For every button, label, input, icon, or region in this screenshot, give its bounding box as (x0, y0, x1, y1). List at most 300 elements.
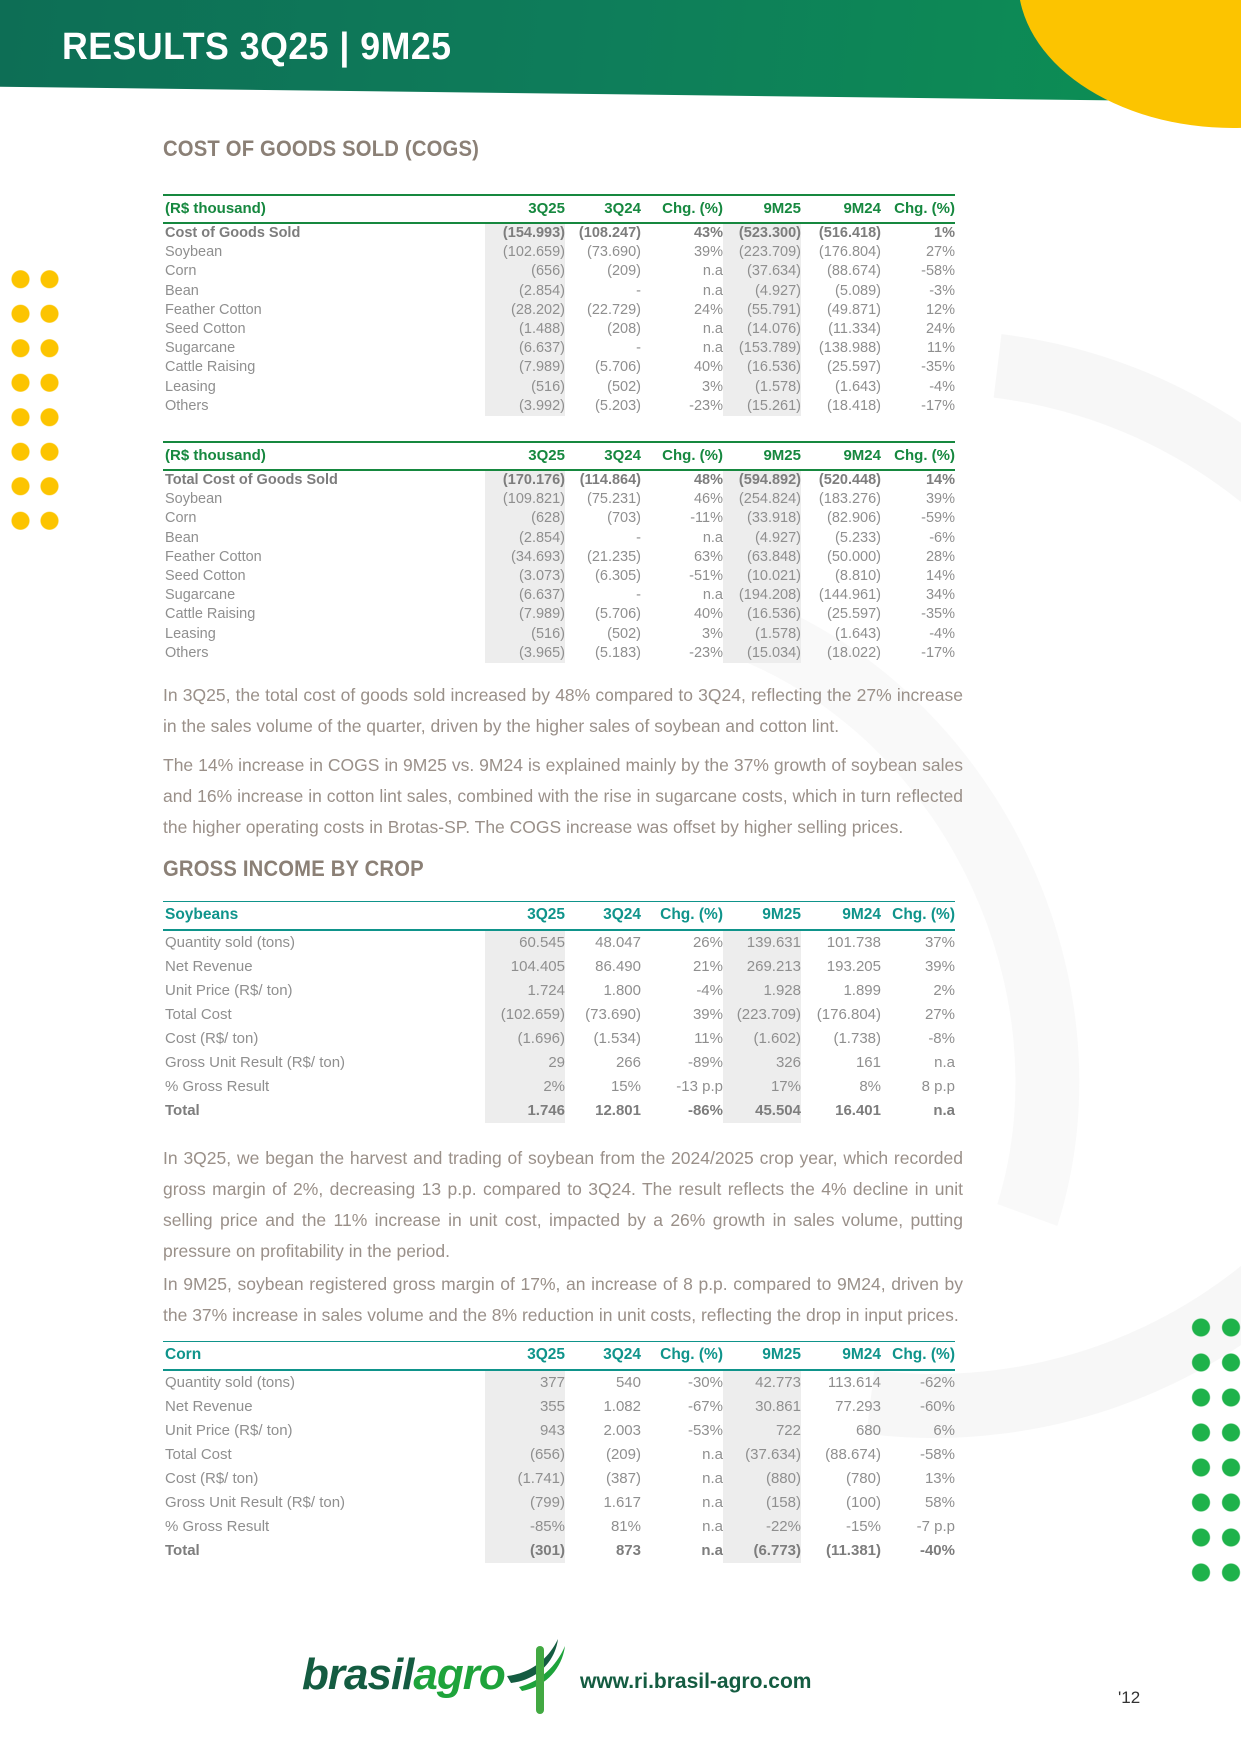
table-row (163, 1467, 955, 1491)
cell: (144.961) (818, 587, 881, 604)
cell: 39% (692, 1006, 723, 1023)
cell: (502) (607, 378, 641, 395)
cell: 2.003 (603, 1422, 641, 1439)
cell: (153.789) (723, 339, 801, 358)
cell: (4.927) (723, 529, 801, 548)
cell: 161 (855, 1054, 881, 1071)
cell: (73.690) (586, 244, 641, 261)
cell: 46% (693, 491, 723, 508)
row-label: Seed Cotton (165, 568, 246, 585)
cell: 58% (924, 1494, 955, 1511)
table-row (163, 605, 955, 624)
cell: - (636, 529, 641, 546)
cell: (22.729) (586, 301, 641, 318)
cell: (502) (607, 625, 641, 642)
table-row (163, 339, 955, 358)
cell: 63% (693, 548, 723, 565)
row-label: Quantity sold (tons) (165, 934, 296, 951)
column-header: 9M24 (801, 1342, 881, 1371)
cell: (520.448) (818, 472, 881, 488)
cell: 14% (925, 568, 955, 585)
cell: 1.082 (603, 1398, 641, 1415)
cell: (5.183) (595, 644, 641, 661)
cell: (16.536) (723, 358, 801, 377)
row-label: Bean (165, 282, 199, 299)
table-label-header: (R$ thousand) (163, 195, 485, 223)
cell: n.a (702, 282, 723, 299)
cell: (28.202) (485, 301, 565, 320)
column-header: 3Q24 (565, 442, 641, 470)
row-label: Total (165, 1102, 200, 1119)
cell: (516) (485, 625, 565, 644)
cogs-paragraph-1: In 3Q25, the total cost of goods sold increased by 48% compared to 3Q24, reflecting the 27% increase in the sales volume of the quarter, driven by the higher sales of soybean and cotton lint. (163, 685, 963, 736)
cell: (10.021) (723, 567, 801, 586)
cell: 28% (925, 548, 955, 565)
cell: 13% (924, 1470, 955, 1487)
investor-relations-url[interactable]: www.ri.brasil-agro.com (580, 1670, 812, 1693)
table-row (163, 1539, 955, 1563)
table-row (163, 1395, 955, 1419)
cell: (223.709) (723, 243, 801, 262)
table-row (163, 1003, 955, 1027)
logo-swoosh-icon (503, 1636, 567, 1699)
table-header-row (163, 442, 955, 470)
cell: (7.989) (485, 605, 565, 624)
cell: -30% (687, 1374, 723, 1391)
cell: (223.709) (723, 1003, 801, 1027)
cell: -15% (845, 1518, 881, 1535)
cell: 8 p.p (921, 1078, 955, 1095)
cell: (5.203) (595, 397, 641, 414)
cell: -62% (919, 1374, 955, 1391)
cell: 722 (723, 1419, 801, 1443)
cell: (656) (485, 1443, 565, 1467)
footer-divider-bar (536, 1646, 544, 1714)
cell: (176.804) (816, 1006, 881, 1023)
cell: -23% (689, 644, 723, 661)
row-label: Corn (165, 263, 197, 280)
cell: -60% (919, 1398, 955, 1415)
cell: 48% (693, 472, 723, 488)
table-row (163, 397, 955, 416)
cell: 42.773 (723, 1370, 801, 1395)
cell: n.a (702, 1494, 723, 1511)
cell: (780) (845, 1470, 881, 1487)
cell: (387) (605, 1470, 641, 1487)
cell: -4% (929, 625, 955, 642)
column-header: Chg. (%) (881, 442, 955, 470)
cell: 45.504 (723, 1099, 801, 1123)
column-header: Chg. (%) (641, 902, 723, 931)
cell: (799) (485, 1491, 565, 1515)
column-header: 3Q25 (485, 195, 565, 223)
cell: (108.247) (578, 225, 641, 241)
column-header: Chg. (%) (641, 1342, 723, 1371)
cell: (15.034) (723, 644, 801, 663)
column-header: 9M24 (801, 195, 881, 223)
cell: 266 (615, 1054, 641, 1071)
cell: 40% (693, 359, 723, 376)
gross-income-section-heading: GROSS INCOME BY CROP (163, 856, 424, 881)
cell: - (636, 282, 641, 299)
cell: (703) (607, 510, 641, 527)
cell: (656) (485, 262, 565, 281)
cell: -8% (928, 1030, 955, 1047)
row-label: Seed Cotton (165, 321, 246, 338)
cell: 37% (924, 934, 955, 951)
cell: (880) (723, 1467, 801, 1491)
cell: n.a (702, 1470, 723, 1487)
column-header: 3Q25 (485, 1342, 565, 1371)
cell: 1% (934, 225, 955, 241)
table-row (163, 301, 955, 320)
row-label: Total Cost (165, 1446, 232, 1463)
cell: 81% (610, 1518, 641, 1535)
cell: 377 (485, 1370, 565, 1395)
cell: 3% (702, 378, 723, 395)
cell: 1.899 (843, 982, 881, 999)
cell: 29 (485, 1051, 565, 1075)
row-label: Quantity sold (tons) (165, 1374, 296, 1391)
column-header: Chg. (%) (641, 195, 723, 223)
cell: (15.261) (723, 397, 801, 416)
cell: 17% (723, 1075, 801, 1099)
cell: 2% (485, 1075, 565, 1099)
logo-text-brasil: brasil (302, 1649, 414, 1699)
cell: -7 p.p (916, 1518, 955, 1535)
cell: 27% (925, 244, 955, 261)
table-label-header: (R$ thousand) (163, 442, 485, 470)
cell: 540 (615, 1374, 641, 1391)
row-label: Cost of Goods Sold (165, 225, 301, 241)
row-label: Total Cost (165, 1006, 232, 1023)
cell: 48.047 (595, 934, 641, 951)
cell: -59% (921, 510, 955, 527)
row-label: Others (165, 644, 209, 661)
row-label: Sugarcane (165, 587, 236, 604)
cell: 24% (693, 301, 723, 318)
cell: -51% (689, 568, 723, 585)
cell: -13 p.p (676, 1078, 723, 1095)
cell: (6.637) (485, 339, 565, 358)
column-header: Chg. (%) (881, 902, 955, 931)
table-row (163, 567, 955, 586)
cell: (1.696) (485, 1027, 565, 1051)
cell: (63.848) (723, 548, 801, 567)
cell: (55.791) (723, 301, 801, 320)
cell: (100) (845, 1494, 881, 1511)
cell: (523.300) (723, 223, 801, 243)
cell: (3.992) (485, 397, 565, 416)
table-row (163, 548, 955, 567)
cell: (5.233) (835, 529, 881, 546)
cell: n.a (702, 321, 723, 338)
cell: (18.418) (826, 397, 881, 414)
row-label: Others (165, 397, 209, 414)
row-label: Sugarcane (165, 340, 236, 357)
cell: -23% (689, 397, 723, 414)
cell: (1.738) (833, 1030, 881, 1047)
cell: 43% (693, 225, 723, 241)
cell: 40% (693, 606, 723, 623)
table-row (163, 1027, 955, 1051)
table-row (163, 1443, 955, 1467)
cell: (16.536) (723, 605, 801, 624)
table-row (163, 1515, 955, 1539)
cell: (75.231) (586, 491, 641, 508)
cell: (1.643) (835, 625, 881, 642)
cell: (209) (605, 1446, 641, 1463)
row-label: Net Revenue (165, 958, 253, 975)
brasilagro-logo (302, 1650, 567, 1699)
cell: 26% (692, 934, 723, 951)
cell: 101.738 (826, 934, 881, 951)
cell: (33.918) (723, 509, 801, 528)
cell: -3% (929, 282, 955, 299)
cell: 12.801 (595, 1102, 641, 1119)
cogs-breakdown-table (163, 194, 955, 416)
cell: 1.724 (485, 979, 565, 1003)
cell: (4.927) (723, 282, 801, 301)
cell: (301) (485, 1539, 565, 1563)
soybeans-paragraph-1: In 3Q25, we began the harvest and trading of soybean from the 2024/2025 crop year, which recorded gross margin of 2%, decreasing 13 p.p. compared to 3Q24. The result reflects the 4% decline in unit selling price and the 11% increase in unit cost, impacted by a 26% growth in sales volume, putting pressure on profitability in the period. (163, 1148, 963, 1261)
row-label: Cattle Raising (165, 359, 256, 376)
cell: 104.405 (485, 955, 565, 979)
row-label: Leasing (165, 625, 216, 642)
cell: (2.854) (485, 282, 565, 301)
cell: (158) (723, 1491, 801, 1515)
cell: (50.000) (826, 548, 881, 565)
cell: 680 (855, 1422, 881, 1439)
table-header-row (163, 195, 955, 223)
logo-text-agro: agro (413, 1649, 505, 1699)
table-row (163, 470, 955, 490)
logo-text (302, 1649, 505, 1699)
cell: 1.800 (603, 982, 641, 999)
table-label-header: Corn (163, 1342, 485, 1371)
cell: -17% (921, 644, 955, 661)
corn-table (163, 1341, 955, 1563)
cell: 11% (927, 340, 955, 357)
cell: 77.293 (835, 1398, 881, 1415)
cell: 3% (702, 625, 723, 642)
cell: -58% (919, 1446, 955, 1463)
cell: n.a (934, 1054, 955, 1071)
cell: (209) (607, 263, 641, 280)
cogs-section-heading: COST OF GOODS SOLD (COGS) (163, 136, 480, 161)
cell: 24% (925, 321, 955, 338)
yellow-dots-decoration (6, 262, 64, 538)
cell: (21.235) (586, 548, 641, 565)
cell: 16.401 (835, 1102, 881, 1119)
cell: 14% (925, 472, 955, 488)
cell: 326 (723, 1051, 801, 1075)
cell: 139.631 (723, 930, 801, 955)
table-row (163, 262, 955, 281)
cell: -58% (921, 263, 955, 280)
cell: (8.810) (835, 568, 881, 585)
cell: -40% (919, 1542, 955, 1559)
cell: -67% (687, 1398, 723, 1415)
column-header: 3Q24 (565, 1342, 641, 1371)
soybeans-paragraph-2: In 9M25, soybean registered gross margin of 17%, an increase of 8 p.p. compared to 9M24, driven by the 37% increase in sales volume and the 8% reduction in unit costs, reflecting the drop in input prices. (163, 1274, 963, 1325)
table-row (163, 1491, 955, 1515)
cell: n.a (702, 587, 723, 604)
cell: -89% (687, 1054, 723, 1071)
cell: -35% (921, 359, 955, 376)
cell: - (636, 340, 641, 357)
table-row (163, 243, 955, 262)
cell: 269.213 (723, 955, 801, 979)
row-label: Cost (R$/ ton) (165, 1030, 259, 1047)
cell: 2% (933, 982, 955, 999)
column-header: Chg. (%) (881, 1342, 955, 1371)
table-row (163, 1419, 955, 1443)
cell: 873 (615, 1542, 641, 1559)
table-row (163, 625, 955, 644)
row-label: Gross Unit Result (R$/ ton) (165, 1054, 346, 1071)
cell: 1.928 (723, 979, 801, 1003)
cell: 6% (933, 1422, 955, 1439)
cell: n.a (702, 529, 723, 546)
cell: -6% (929, 529, 955, 546)
cell: (1.602) (723, 1027, 801, 1051)
cell: - (636, 587, 641, 604)
row-label: Feather Cotton (165, 301, 262, 318)
row-label: Unit Price (R$/ ton) (165, 982, 293, 999)
cell: (1.643) (835, 378, 881, 395)
table-header-row (163, 1342, 955, 1371)
soybeans-table (163, 901, 955, 1123)
table-label-header: Soybeans (163, 902, 485, 931)
cell: n.a (702, 1518, 723, 1535)
cell: (254.824) (723, 490, 801, 509)
cell: -17% (921, 397, 955, 414)
cell: 39% (924, 958, 955, 975)
cell: (594.892) (723, 470, 801, 490)
cell: 39% (925, 491, 955, 508)
cell: 1.746 (485, 1099, 565, 1123)
cell: (73.690) (585, 1006, 641, 1023)
table-row (163, 1099, 955, 1123)
cell: n.a (701, 1542, 723, 1559)
row-label: Soybean (165, 244, 223, 261)
cell: (2.854) (485, 529, 565, 548)
cell: -22% (723, 1515, 801, 1539)
table-row (163, 1075, 955, 1099)
cell: (114.864) (579, 472, 641, 488)
row-label: Net Revenue (165, 1398, 253, 1415)
row-label: Gross Unit Result (R$/ ton) (165, 1494, 346, 1511)
cell: (138.988) (818, 340, 881, 357)
table-row (163, 378, 955, 397)
column-header: Chg. (%) (641, 442, 723, 470)
cell: (11.334) (828, 321, 881, 338)
column-header: 9M25 (723, 442, 801, 470)
cell: (516.418) (818, 225, 881, 241)
cell: 39% (693, 244, 723, 261)
cell: 355 (485, 1395, 565, 1419)
cell: (1.578) (723, 378, 801, 397)
table-row (163, 979, 955, 1003)
column-header: 9M25 (723, 195, 801, 223)
cell: (5.706) (595, 606, 641, 623)
cell: (25.597) (826, 359, 881, 376)
cell: (1.578) (723, 625, 801, 644)
cell: -4% (929, 378, 955, 395)
table-row (163, 586, 955, 605)
column-header: 3Q24 (565, 195, 641, 223)
row-label: Feather Cotton (165, 548, 262, 565)
row-label: Corn (165, 510, 197, 527)
cell: (49.871) (826, 301, 881, 318)
cell: (88.674) (826, 263, 881, 280)
cell: (516) (485, 378, 565, 397)
cell: (82.906) (826, 510, 881, 527)
cell: -35% (921, 606, 955, 623)
cell: 34% (925, 587, 955, 604)
cell: (6.773) (723, 1539, 801, 1563)
cell: (6.637) (485, 586, 565, 605)
cell: -53% (687, 1422, 723, 1439)
cell: (3.073) (485, 567, 565, 586)
cell: (208) (607, 321, 641, 338)
row-label: Soybean (165, 491, 223, 508)
cell: n.a (702, 1446, 723, 1463)
row-label: Total (165, 1542, 200, 1559)
cell: (34.693) (485, 548, 565, 567)
column-header: 9M24 (801, 902, 881, 931)
cell: (176.804) (818, 244, 881, 261)
table-row (163, 358, 955, 377)
cell: (109.821) (485, 490, 565, 509)
cell: (3.965) (485, 644, 565, 663)
row-label: Total Cost of Goods Sold (165, 472, 338, 488)
page-number: '12 (1118, 1688, 1141, 1707)
column-header: 9M25 (723, 1342, 801, 1371)
column-header: 9M24 (801, 442, 881, 470)
cell: 30.861 (723, 1395, 801, 1419)
table-row (163, 529, 955, 548)
row-label: % Gross Result (165, 1518, 270, 1535)
cell: -4% (696, 982, 723, 999)
cell: (5.706) (595, 359, 641, 376)
cell: (25.597) (826, 606, 881, 623)
row-label: Cattle Raising (165, 606, 256, 623)
table-row (163, 1370, 955, 1395)
cell: (154.993) (485, 223, 565, 243)
column-header: 3Q25 (485, 442, 565, 470)
cell: (183.276) (818, 491, 881, 508)
cell: (11.381) (825, 1542, 881, 1559)
cogs-paragraph-2: The 14% increase in COGS in 9M25 vs. 9M24 is explained mainly by the 37% growth of soybean sales and 16% increase in cotton lint sales, combined with the rise in sugarcane costs, which in turn reflected the higher operating costs in Brotas-SP. The COGS increase was offset by higher selling prices. (163, 755, 963, 837)
table-row (163, 223, 955, 243)
green-dots-decoration (1186, 1310, 1241, 1592)
column-header: 3Q24 (565, 902, 641, 931)
table-row (163, 490, 955, 509)
cell: 943 (485, 1419, 565, 1443)
table-row (163, 509, 955, 528)
cell: 113.614 (827, 1374, 881, 1391)
cell: (102.659) (485, 1003, 565, 1027)
table-row (163, 1051, 955, 1075)
cell: (102.659) (485, 243, 565, 262)
cell: (1.534) (593, 1030, 641, 1047)
cell: 11% (694, 1030, 723, 1047)
cell: (14.076) (723, 320, 801, 339)
cell: -85% (485, 1515, 565, 1539)
row-label: Leasing (165, 378, 216, 395)
